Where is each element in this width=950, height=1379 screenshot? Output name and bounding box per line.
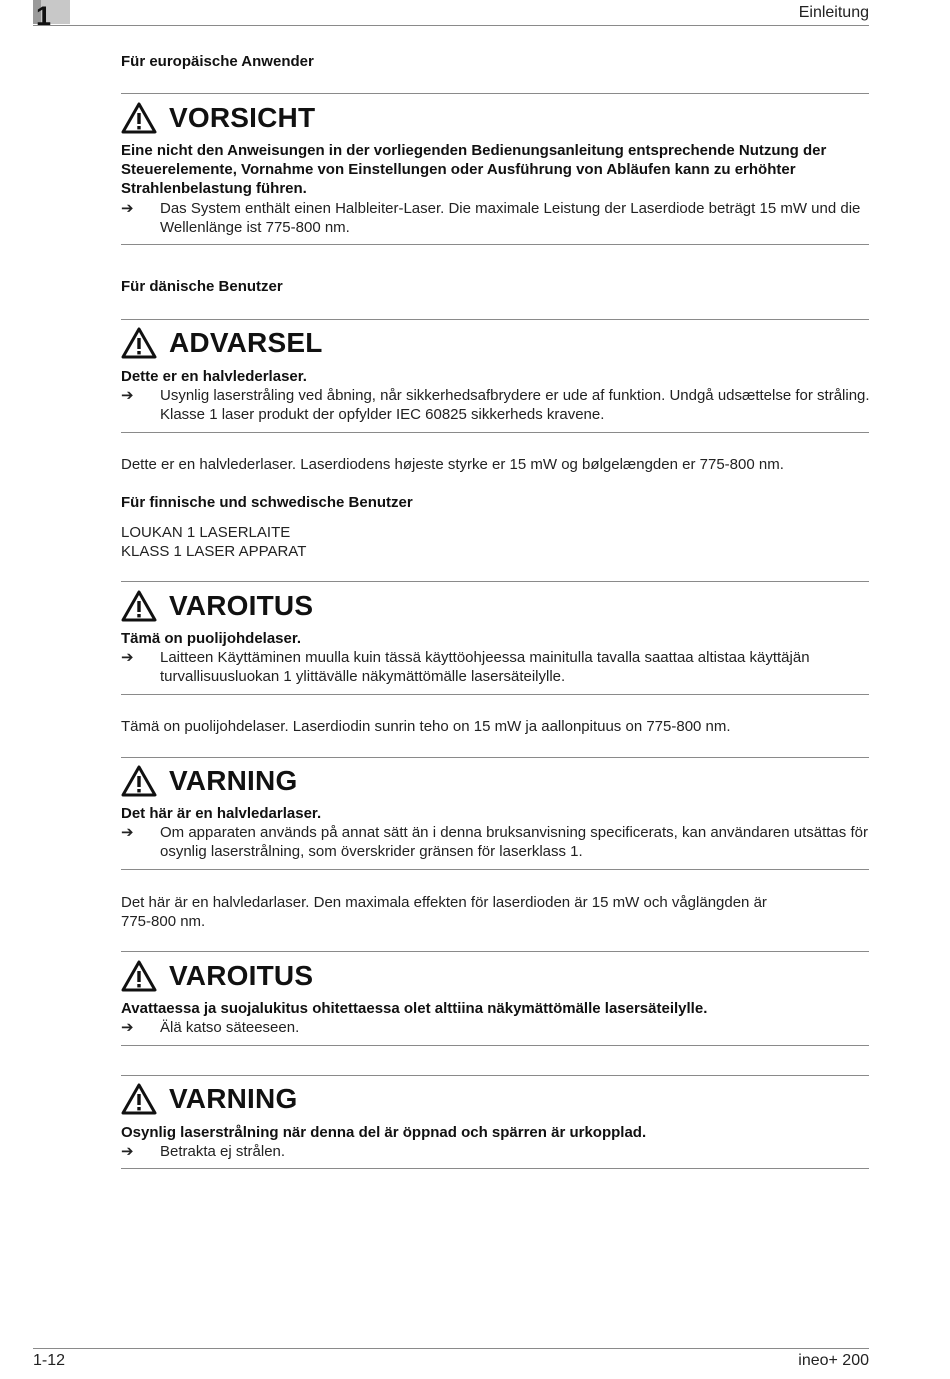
warning-title-text: ADVARSEL: [169, 327, 323, 358]
divider: [121, 1075, 869, 1076]
divider: [121, 581, 869, 582]
warning-triangle-icon: [121, 960, 157, 992]
bullet-item-varoitus-2: [121, 1018, 871, 1037]
warning-body-varning-2: Osynlig laserstrålning när denna del är öppnad och spärren är urkopplad.: [121, 1124, 647, 1141]
warning-title-text: VORSICHT: [169, 102, 316, 133]
warning-title-text: VAROITUS: [169, 590, 314, 621]
warning-triangle-icon: [121, 590, 157, 622]
bullet-item-varoitus: [121, 648, 871, 686]
bullet-text: Usynlig laserstråling ved åbning, når sikkerhedsafbrydere er ude af funktion. Undgå udsættelse for stråling. Klasse 1 laser produkt der opfylder IEC 60825 sikkerheds kravene.: [160, 387, 870, 423]
divider: [121, 1168, 869, 1169]
paragraph-finnish: Tämä on puolijohdelaser. Laserdiodin sunrin teho on 15 mW ja aallonpituus on 775-800 nm.: [121, 718, 731, 735]
product-name: ineo+ 200: [798, 1352, 869, 1369]
bullet-text: Betrakta ej strålen.: [160, 1143, 286, 1160]
warning-title-varoitus-2: [121, 958, 313, 994]
section-heading-danish: Für dänische Benutzer: [121, 278, 283, 295]
divider: [121, 757, 869, 758]
divider: [121, 93, 869, 94]
section-heading-finnish-swedish: Für finnische und schwedische Benutzer: [121, 494, 413, 511]
divider: [121, 244, 869, 245]
warning-triangle-icon: [121, 765, 157, 797]
bullet-item-advarsel: [121, 386, 871, 424]
warning-triangle-icon: [121, 327, 157, 359]
paragraph-swedish: [121, 893, 869, 931]
footer-divider: [33, 1348, 869, 1349]
page-number: 1-12: [33, 1352, 66, 1369]
warning-title-vorsicht: [121, 100, 315, 136]
divider: [121, 694, 869, 695]
paragraph-line: 775-800 nm.: [121, 913, 206, 930]
arrow-right-icon: ➔: [121, 1019, 134, 1036]
divider: [121, 951, 869, 952]
bullet-text: Älä katso säteeseen.: [160, 1019, 300, 1036]
arrow-right-icon: ➔: [121, 387, 134, 404]
chapter-number: 1: [36, 1, 52, 31]
warning-triangle-icon: [121, 102, 157, 134]
chapter-title: Einleitung: [798, 4, 869, 21]
header-divider: [33, 25, 869, 26]
divider: [121, 432, 869, 433]
arrow-right-icon: ➔: [121, 824, 134, 841]
bullet-item-varning-2: [121, 1142, 871, 1161]
warning-body-advarsel: Dette er en halvlederlaser.: [121, 368, 307, 385]
warning-title-text: VAROITUS: [169, 960, 314, 991]
bullet-item-varning: [121, 823, 871, 861]
divider: [121, 319, 869, 320]
section-heading-european: Für europäische Anwender: [121, 53, 314, 70]
warning-triangle-icon: [121, 1083, 157, 1115]
warning-title-varning-2: [121, 1081, 297, 1117]
warning-title-varning: [121, 763, 297, 799]
arrow-right-icon: ➔: [121, 1143, 134, 1160]
warning-body-varning: Det här är en halvledarlaser.: [121, 805, 322, 822]
arrow-right-icon: ➔: [121, 200, 134, 217]
bullet-text: Das System enthält einen Halbleiter-Laser. Die maximale Leistung der Laserdiode beträgt 15 mW und die Wellenlänge ist 775-800 nm.: [160, 200, 861, 236]
class-label-finnish: LOUKAN 1 LASERLAITE: [121, 524, 291, 541]
class-label-swedish: KLASS 1 LASER APPARAT: [121, 543, 307, 560]
bullet-text: Om apparaten används på annat sätt än i denna bruksanvisning specificerats, kan användaren utsättas för osynlig laserstrålning, som överskrider gränsen för laserklass 1.: [160, 824, 868, 860]
arrow-right-icon: ➔: [121, 649, 134, 666]
warning-body-vorsicht: Eine nicht den Anweisungen in der vorliegenden Bedienungsanleitung entsprechende Nutzung der Steuerelemente, Vornahme von Einstellungen oder Ausführung von Abläufen kann zu erhöhter Strahlenbelastung führen.: [121, 142, 827, 197]
warning-body-varoitus-2: Avattaessa ja suojalukitus ohitettaessa olet alttiina näkymättömälle lasersäteilylle.: [121, 1000, 708, 1017]
divider: [121, 869, 869, 870]
divider: [121, 1045, 869, 1046]
paragraph-danish: Dette er en halvlederlaser. Laserdiodens højeste styrke er 15 mW og bølgelængden er 775-800 nm.: [121, 456, 784, 473]
warning-body-varoitus: Tämä on puolijohdelaser.: [121, 630, 302, 647]
warning-title-text: VARNING: [169, 1083, 298, 1114]
bullet-item-vorsicht: [121, 199, 871, 237]
bullet-text: Laitteen Käyttäminen muulla kuin tässä käyttöohjeessa mainitulla tavalla saattaa altistaa käyttäjän turvallisuusluokan 1 ylittävälle näkymättömälle lasersäteilylle.: [160, 649, 810, 685]
warning-title-text: VARNING: [169, 765, 298, 796]
warning-title-varoitus: [121, 588, 313, 624]
paragraph-line: Det här är en halvledarlaser. Den maximala effekten för laserdioden är 15 mW och våglängden är: [121, 894, 767, 911]
warning-title-advarsel: [121, 325, 323, 361]
